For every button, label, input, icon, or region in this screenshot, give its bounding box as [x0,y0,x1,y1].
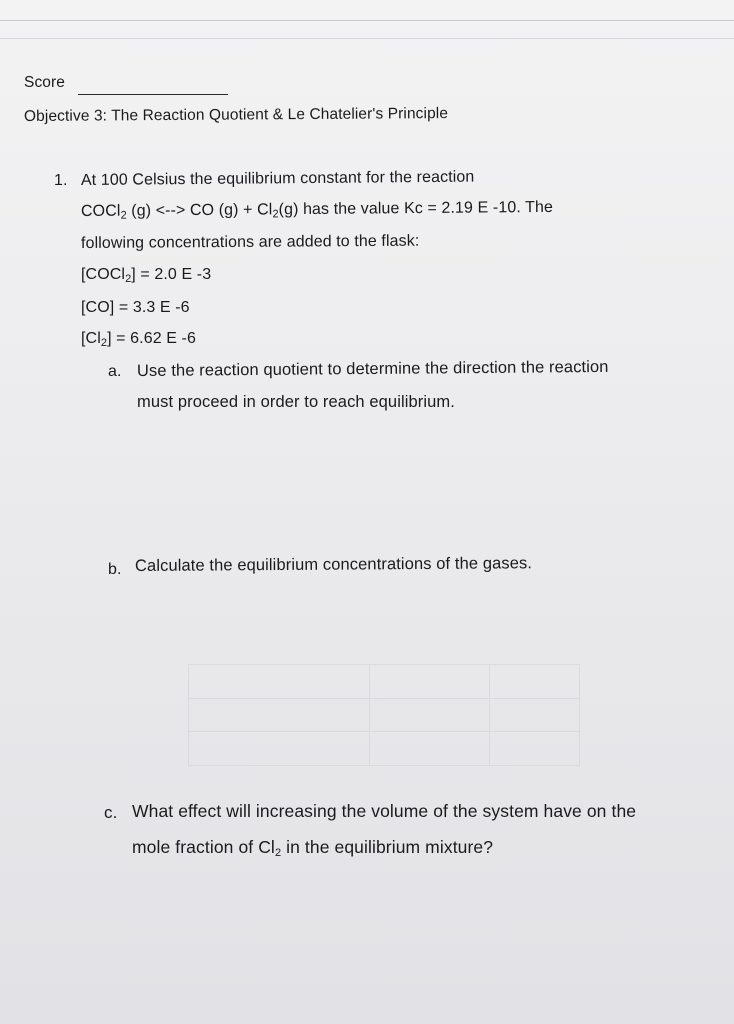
reaction-sub1: 2 [120,209,127,222]
part-c-line2-part-a: mole fraction of Cl [132,837,275,857]
top-rule-2 [0,38,734,39]
reaction-equation [81,199,553,222]
question-intro-line3: following concentrations are added to the flask: [80,232,420,252]
part-b-letter: b. [108,561,122,578]
concentration-cocl2 [81,266,211,285]
conc-cocl2-part-b: ] = 2.0 E -3 [131,266,212,283]
part-b-text: Calculate the equilibrium concentrations of the gases. [134,554,533,575]
part-c-letter: c. [104,803,118,822]
question-number: 1. [54,172,68,189]
objective-heading: Objective 3: The Reaction Quotient & Le Chatelier's Principle [23,105,449,125]
reaction-part1: COCl [80,202,121,220]
reaction-part2: (g) <--> CO (g) + Cl [126,201,273,220]
concentration-cl2 [81,330,196,349]
part-c-line2-part-b: in the equilibrium mixture? [281,837,494,857]
score-blank-line [78,94,228,95]
part-c-line2-sub: 2 [274,847,282,859]
bleed-through-table-artifact [188,664,580,766]
part-c-line1: What effect will increasing the volume of the system have on the [132,801,637,821]
question-intro-line1: At 100 Celsius the equilibrium constant for the reaction [80,168,475,189]
concentration-co: [CO] = 3.3 E -6 [81,299,190,316]
part-a-line2: must proceed in order to reach equilibrium. [137,393,455,411]
conc-cl2-sub: 2 [100,337,108,349]
conc-cl2-part-a: [Cl [81,330,101,347]
conc-cocl2-sub: 2 [125,273,132,285]
top-rule [0,20,734,21]
conc-cl2-part-b: ] = 6.62 E -6 [107,330,196,347]
part-a-line1: Use the reaction quotient to determine the direction the reaction [136,357,609,380]
part-a-letter: a. [108,363,122,380]
reaction-sub2: 2 [272,208,279,221]
part-c-line2 [132,837,493,859]
reaction-part3: (g) has the value Kc = 2.19 E -10. The [278,198,554,219]
score-label: Score [24,74,65,91]
conc-cocl2-part-a: [COCl [81,266,126,283]
